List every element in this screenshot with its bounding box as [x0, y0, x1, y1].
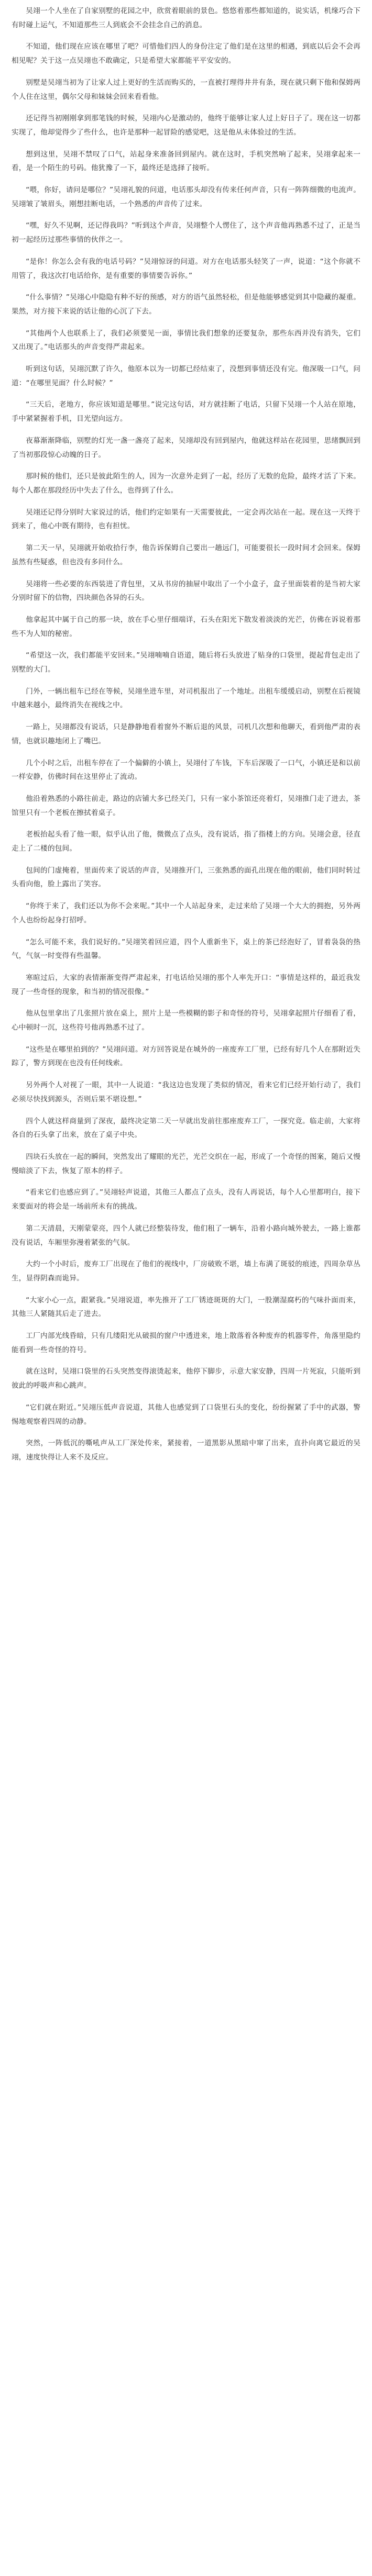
story-paragraph: “看来它们也感应到了。”吴翊轻声说道，其他三人都点了点头，没有人再说话，每个人心里都明白，接下来要面对的将会是一场前所未有的挑战。	[12, 1188, 360, 1211]
story-paragraph: 他从包里拿出了几张照片放在桌上，照片上是一些模糊的影子和奇怪的符号，吴翊拿起照片仔细看了看，心中顿时一沉，这些符号他再熟悉不过了。	[12, 1009, 360, 1032]
story-paragraph: 想到这里，吴翊不禁叹了口气，站起身来准备回到屋内。就在这时，手机突然响了起来，吴翊拿起来一看，是一个陌生的号码。他犹豫了一下，最终还是选择了接听。	[12, 150, 360, 173]
story-paragraph: 听到这句话，吴翊沉默了许久，他原本以为一切都已经结束了，没想到事情还没有完。他深吸一口气，问道：“在哪里见面？什么时候？”	[12, 365, 360, 387]
story-paragraph: 四块石头放在一起的瞬间，突然发出了耀眼的光芒，光芒交织在一起，形成了一个奇怪的图案，随后又慢慢暗淡了下去，恢复了原本的样子。	[12, 1153, 360, 1175]
story-paragraph: “三天后，老地方，你应该知道是哪里。”说完这句话，对方就挂断了电话，只留下吴翊一个人站在原地，手中紧紧握着手机，目光望向远方。	[12, 400, 360, 423]
story-paragraph: 第二天一早，吴翊就开始收拾行李，他告诉保姆自己要出一趟远门，可能要很长一段时间才会回来。保姆虽然有些疑惑，但也没有多问什么。	[12, 544, 360, 566]
story-paragraph: 吴翊将一些必要的东西装进了背包里，又从书房的抽屉中取出了一个小盒子，盒子里面装着的是当初大家分别时留下的信物，四块颜色各异的石头。	[12, 579, 360, 603]
story-paragraph: 门外，一辆出租车已经在等候，吴翊坐进车里，对司机报出了一个地址。出租车缓缓启动，别墅在后视镜中越来越小，最终消失在视线之中。	[12, 687, 360, 710]
story-paragraph: “你终于来了，我们还以为你不会来呢。”其中一个人站起身来，走过来给了吴翊一个大大的拥抱，另外两个人也纷纷起身打招呼。	[12, 902, 360, 924]
story-paragraph: “嘿，好久不见啊，还记得我吗？”听到这个声音，吴翊整个人愣住了，这个声音他再熟悉不过了，正是当初一起经历过那些事情的伙伴之一。	[12, 221, 360, 244]
story-paragraph: “这些是在哪里拍到的？”吴翊问道。对方回答说是在城外的一座废弃工厂里，已经有好几个人在那附近失踪了，警方到现在也没有任何线索。	[12, 1045, 360, 1068]
story-paragraph: “喂，你好，请问是哪位？”吴翊礼貌的问道，电话那头却没有传来任何声音，只有一阵阵细微的电流声。吴翊皱了皱眉头，刚想挂断电话，一个熟悉的声音传了过来。	[12, 186, 360, 208]
story-paragraph: 大约一个小时后，废弃工厂出现在了他们的视线中，厂房破败不堪，墙上布满了斑驳的痕迹，四周杂草丛生，显得阴森而诡异。	[12, 1260, 360, 1283]
story-paragraph: “大家小心一点，跟紧我。”吴翊说道，率先推开了工厂锈迹斑斑的大门，一股潮湿腐朽的气味扑面而来，其他三人紧随其后走了进去。	[12, 1296, 360, 1319]
story-paragraph: 一路上，吴翊都没有说话，只是静静地看着窗外不断后退的风景，司机几次想和他聊天，看到他严肃的表情，也就识趣地闭上了嘴巴。	[12, 723, 360, 745]
story-paragraph: 寒暄过后，大家的表情渐渐变得严肃起来，打电话给吴翊的那个人率先开口：“事情是这样的，最近我发现了一些奇怪的现象，和当初的情况很像。”	[12, 973, 360, 996]
story-paragraph: 别墅是吴翊当初为了让家人过上更好的生活而购买的，一直被打理得井井有条，现在就只剩下他和保姆两个人住在这里，偶尔父母和妹妹会回来看看他。	[12, 78, 360, 101]
story-paragraph: 那时候的他们，还只是彼此陌生的人，因为一次意外走到了一起，经历了无数的危险，最终才活了下来。每个人都在那段经历中失去了什么，也得到了什么。	[12, 472, 360, 495]
story-paragraph: 老板抬起头看了他一眼，似乎认出了他，微微点了点头，没有说话，指了指楼上的方向。吴翊会意，径直走上了二楼的包间。	[12, 830, 360, 853]
story-paragraph: 就在这时，吴翊口袋里的石头突然变得滚烫起来，他停下脚步，示意大家安静，四周一片死寂，只能听到彼此的呼吸声和心跳声。	[12, 1367, 360, 1390]
story-paragraph: “怎么可能不来，我们说好的。”吴翊笑着回应道，四个人重新坐下，桌上的茶已经泡好了，冒着袅袅的热气，气氛一时变得有些温馨。	[12, 938, 360, 961]
story-paragraph: “希望这一次，我们都能平安回来。”吴翊喃喃自语道，随后将石头放进了贴身的口袋里，提起背包走出了别墅的大门。	[12, 651, 360, 674]
story-paragraph: 突然，一阵低沉的嘶吼声从工厂深处传来，紧接着，一道黑影从黑暗中窜了出来，直扑向离它最近的吴翊，速度快得让人来不及反应。	[12, 1439, 360, 1462]
story-paragraph: 几个小时之后，出租车停在了一个偏僻的小镇上，吴翊付了车钱，下车后深吸了一口气，小镇还是和以前一样安静，仿佛时间在这里停止了流动。	[12, 759, 360, 782]
story-paragraph: “其他两个人也联系上了，我们必须要见一面，事情比我们想象的还要复杂，那些东西并没有消失，它们又出现了。”电话那头的声音变得严肃起来。	[12, 329, 360, 352]
story-paragraph: 他沿着熟悉的小路往前走，路边的店铺大多已经关门，只有一家小茶馆还亮着灯，吴翊推门走了进去，茶馆里只有一个老板在擦拭着桌子。	[12, 794, 360, 817]
story-paragraph: 夜幕渐渐降临，别墅的灯光一盏一盏亮了起来，吴翊却没有回到屋内，他就这样站在花园里，思绪飘回到了当初那段惊心动魄的日子。	[12, 436, 360, 459]
story-paragraph: 包间的门虚掩着，里面传来了说话的声音，吴翊推开门，三张熟悉的面孔出现在他的眼前，他们同时转过头看向他，脸上露出了笑容。	[12, 866, 360, 889]
story-paragraph: 第二天清晨，天刚蒙蒙亮，四个人就已经整装待发，他们租了一辆车，沿着小路向城外驶去，一路上谁都没有说话，车厢里弥漫着紧张的气氛。	[12, 1224, 360, 1247]
story-paragraph: 吴翊一个人坐在了自家别墅的花园之中，欣赏着眼前的景色。悠悠着那些都知道的，说实话，机缘巧合下有时碰上运气，不知道那些三人到底会不会挂念自己的消息。	[12, 7, 360, 29]
story-paragraph: 另外两个人对视了一眼，其中一人说道：“我这边也发现了类似的情况，看来它们已经开始行动了，我们必须尽快找到源头，否则后果不堪设想。”	[12, 1081, 360, 1103]
story-paragraph: 吴翊还记得分别时大家说过的话，他们约定如果有一天需要彼此，一定会再次站在一起。现在这一天终于到来了，他心中既有期待，也有担忧。	[12, 508, 360, 531]
story-paragraph: 还记得当初刚刚拿到那笔钱的时候，吴翊内心是激动的，他终于能够让家人过上好日子了。现在这一切都实现了，他却觉得少了些什么，也许是那种一起冒险的感觉吧，这是他从未体验过的生活。	[12, 114, 360, 137]
story-paragraph: 他拿起其中属于自己的那一块，放在手心里仔细端详，石头在阳光下散发着淡淡的光芒，仿佛在诉说着那些不为人知的秘密。	[12, 615, 360, 638]
story-paragraph: “什么事情？”吴翊心中隐隐有种不好的预感，对方的语气虽然轻松，但是他能够感觉到其中隐藏的凝重。果然，对方接下来说的话让他的心沉了下去。	[12, 293, 360, 316]
story-paragraph: 不知道，他们现在应该在哪里了吧？可惜他们四人的身份注定了他们是在这里的相遇，到底以后会不会再相见呢？关于这一点吴翊也不敢确定，只是希望大家都能平平安安的。	[12, 42, 360, 65]
story-paragraph: “是你！你怎么会有我的电话号码？”吴翊惊讶的问道。对方在电话那头轻笑了一声，说道：“这个你就不用管了，我这次打电话给你，是有重要的事情要告诉你。”	[12, 257, 360, 280]
story-paragraph: “它们就在附近。”吴翊压低声音说道，其他人也感觉到了口袋里石头的变化，纷纷握紧了手中的武器，警惕地观察着四周的动静。	[12, 1403, 360, 1426]
story-paragraph: 四个人就这样商量到了深夜，最终决定第二天一早就出发前往那座废弃工厂，一探究竟。临走前，大家将各自的石头拿了出来，放在了桌子中央。	[12, 1117, 360, 1140]
story-paragraph: 工厂内部光线昏暗，只有几缕阳光从破损的窗户中透进来，地上散落着各种废弃的机器零件，角落里隐约能看到一些奇怪的符号。	[12, 1332, 360, 1354]
